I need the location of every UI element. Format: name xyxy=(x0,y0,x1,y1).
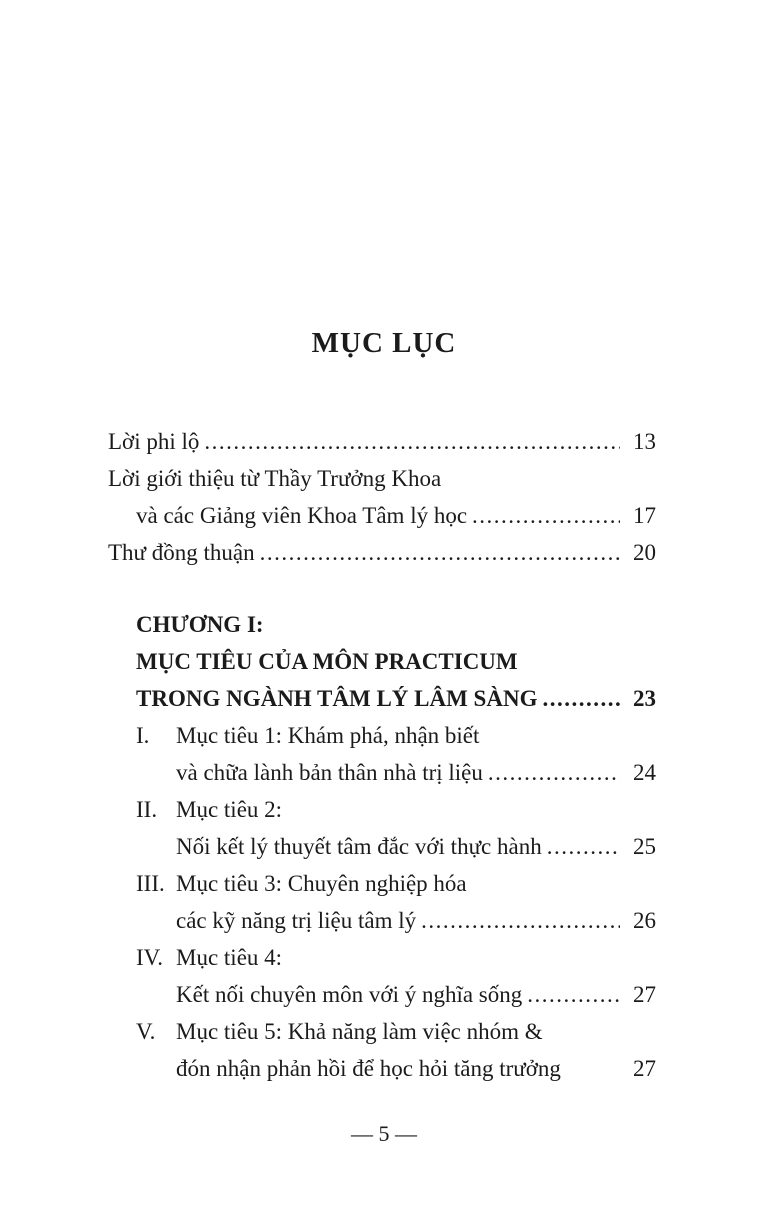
entry-numeral: IV. xyxy=(136,945,164,970)
entry-page-number: 27 xyxy=(633,1056,656,1081)
entry-page-number: 27 xyxy=(633,982,656,1007)
entry-text: Mục tiêu 5: Khả năng làm việc nhóm & xyxy=(176,1019,543,1044)
entry-text: Thư đồng thuận xyxy=(108,540,255,565)
entry-page-number: 25 xyxy=(633,834,656,859)
toc-entry xyxy=(108,1013,656,1050)
toc-entry xyxy=(108,606,656,643)
toc-entry xyxy=(108,680,656,717)
page-number-footer: — 5 — xyxy=(351,1121,417,1146)
entry-text: Lời giới thiệu từ Thầy Trưởng Khoa xyxy=(108,466,442,491)
entry-text: Mục tiêu 3: Chuyên nghiệp hóa xyxy=(176,871,467,896)
entry-page-number: 20 xyxy=(633,540,656,565)
toc-entry xyxy=(108,717,656,754)
entry-numeral: III. xyxy=(136,871,165,896)
toc-entry xyxy=(108,902,656,939)
entry-text: và chữa lành bản thân nhà trị liệu xyxy=(176,760,483,785)
entry-text: Mục tiêu 2: xyxy=(176,797,283,822)
toc-entry xyxy=(108,460,656,497)
entry-dot-leader xyxy=(472,497,620,534)
entry-dot-leader xyxy=(260,534,620,571)
entry-dot-leader xyxy=(527,976,620,1013)
entry-numeral: V. xyxy=(136,1019,156,1044)
toc-entry xyxy=(108,976,656,1013)
entry-text: Nối kết lý thuyết tâm đắc với thực hành xyxy=(176,834,542,859)
entry-text: Lời phi lộ xyxy=(108,429,200,454)
entry-text: Mục tiêu 4: xyxy=(176,945,283,970)
entry-page-number: 13 xyxy=(633,429,656,454)
toc-entry xyxy=(108,643,656,680)
toc-entry xyxy=(108,828,656,865)
entry-dot-leader xyxy=(421,902,620,939)
entry-text: đón nhận phản hồi để học hỏi tăng trưởng xyxy=(176,1056,561,1081)
entry-text: và các Giảng viên Khoa Tâm lý học xyxy=(136,503,468,528)
toc-entry xyxy=(108,1050,656,1087)
toc-entry xyxy=(108,939,656,976)
toc-entry xyxy=(108,423,656,460)
entry-text: CHƯƠNG I: xyxy=(136,612,264,637)
toc-entry xyxy=(108,791,656,828)
entry-page-number: 26 xyxy=(633,908,656,933)
entry-text: TRONG NGÀNH TÂM LÝ LÂM SÀNG xyxy=(136,686,538,711)
entry-text: Kết nối chuyên môn với ý nghĩa sống xyxy=(176,982,523,1007)
entry-page-number: 17 xyxy=(633,503,656,528)
entry-dot-leader xyxy=(547,828,620,865)
toc-entry xyxy=(108,534,656,571)
entry-dot-leader xyxy=(542,680,620,717)
entry-text: các kỹ năng trị liệu tâm lý xyxy=(176,908,417,933)
entry-dot-leader xyxy=(488,754,620,791)
entry-page-number: 23 xyxy=(633,686,656,711)
entry-page-number: 24 xyxy=(633,760,656,785)
entry-text: MỤC TIÊU CỦA MÔN PRACTICUM xyxy=(136,649,518,674)
page-title: MỤC LỤC xyxy=(311,327,457,359)
toc-entry xyxy=(108,865,656,902)
toc-entry xyxy=(108,754,656,791)
toc-entries xyxy=(108,423,656,1087)
entry-numeral: I. xyxy=(136,723,150,748)
toc-entry xyxy=(108,497,656,534)
entry-dot-leader xyxy=(204,423,620,460)
entry-text: Mục tiêu 1: Khám phá, nhận biết xyxy=(176,723,480,748)
entry-numeral: II. xyxy=(136,797,158,822)
